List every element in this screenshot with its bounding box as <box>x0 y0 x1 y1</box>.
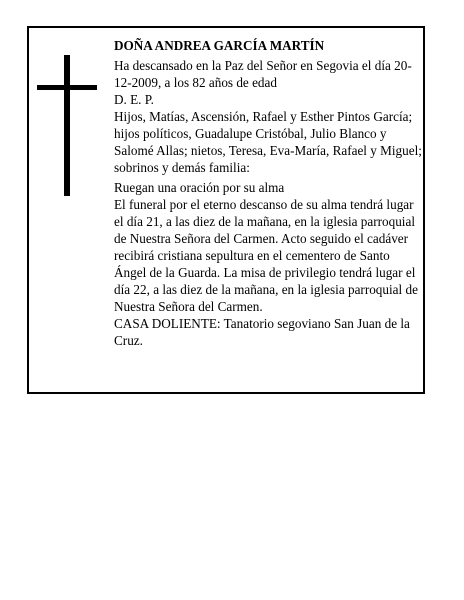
cross-horizontal-bar <box>37 85 97 90</box>
family-list: Hijos, Matías, Ascensión, Rafael y Esther Pintos García; hijos políticos, Guadalupe Cristóbal, Julio Blanco y Salomé Allas; nietos, Teresa, Eva-María, Rafael y Miguel; sobrinos y demás familia: <box>114 109 422 175</box>
dep-abbreviation: D. E. P. <box>114 92 154 107</box>
mourning-house: CASA DOLIENTE: Tanatorio segoviano San Juan de la Cruz. <box>114 316 410 348</box>
cross-vertical-bar <box>64 55 70 196</box>
obituary-text-block <box>114 37 422 349</box>
deceased-name: DOÑA ANDREA GARCÍA MARTÍN <box>114 38 325 53</box>
funeral-details: El funeral por el eterno descanso de su alma tendrá lugar el día 21, a las diez de la mañana, en la iglesia parroquial de Nuestra Señora del Carmen. Acto seguido el cadáver recibirá cristiana sepultura en el cementero de Santo Ángel de la Guarda. La misa de privilegio tendrá lugar el día 22, a las diez de la mañana, en la iglesia parroquial de Nuestra Señora del Carmen. <box>114 197 418 314</box>
prayer-request: Ruegan una oración por su alma <box>114 180 285 195</box>
rest-statement: Ha descansado en la Paz del Señor en Segovia el día 20-12-2009, a los 82 años de edad <box>114 58 412 90</box>
